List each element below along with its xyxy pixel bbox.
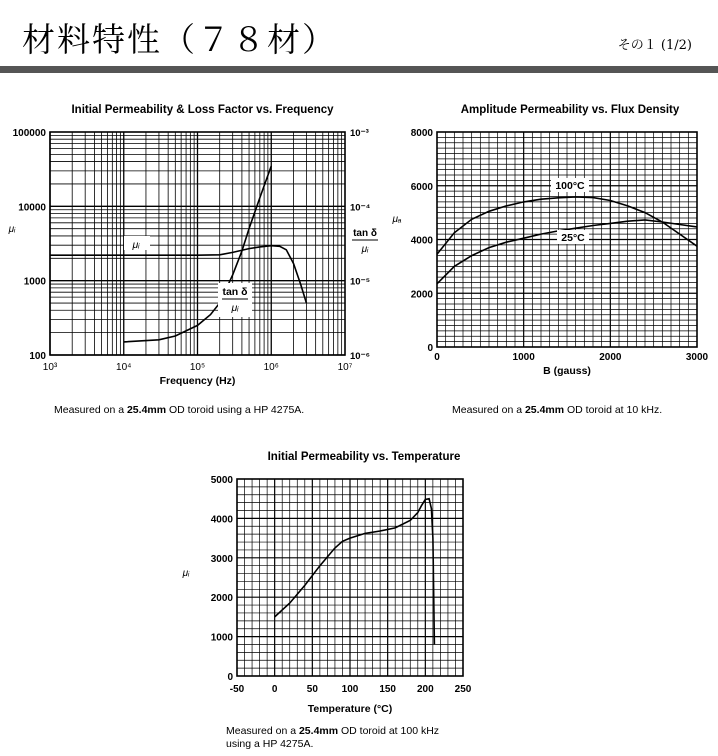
- y-tick-label: 100000: [12, 128, 46, 139]
- y-tick-label: 4000: [210, 514, 233, 526]
- page-indicator: その１ (1/2): [617, 38, 692, 53]
- x-tick-label: 10³: [42, 362, 58, 373]
- x-tick-label: 1000: [512, 352, 535, 363]
- y-tick-label: 6000: [410, 181, 433, 193]
- y2-axis-label-bottom: μᵢ: [361, 244, 369, 255]
- y-tick-label: 8000: [410, 128, 433, 139]
- x-axis-label: B (gauss): [543, 365, 591, 377]
- y-tick-label: 10000: [18, 202, 46, 214]
- chart-title: Amplitude Permeability vs. Flux Density: [460, 104, 680, 116]
- y2-tick-label: 10⁻⁶: [350, 351, 370, 362]
- y-axis-label: μᵢ: [8, 224, 16, 235]
- y-axis-label: μᵢ: [182, 568, 190, 579]
- series-label-tan-top: tan δ: [222, 286, 248, 298]
- page-title: 材料特性（７８材）: [22, 20, 337, 59]
- x-tick-label: 10⁵: [189, 362, 206, 373]
- chart-title: Initial Permeability vs. Temperature: [267, 451, 461, 463]
- x-tick-label: -50: [229, 684, 245, 695]
- y-tick-label: 4000: [410, 235, 433, 247]
- y-tick-label: 1000: [23, 276, 46, 288]
- x-tick-label: 3000: [685, 352, 709, 363]
- x-tick-label: 200: [416, 684, 434, 695]
- series-label-100c: 100°C: [555, 180, 585, 192]
- chart-title: Initial Permeability & Loss Factor vs. Frequency: [71, 104, 334, 116]
- y-tick-label: 5000: [210, 475, 233, 486]
- y-tick-label: 0: [227, 672, 233, 683]
- y2-tick-label: 10⁻³: [350, 128, 369, 139]
- x-tick-label: 10⁶: [263, 362, 279, 373]
- y-tick-label: 100: [29, 351, 46, 362]
- x-tick-label: 10⁷: [337, 362, 353, 373]
- x-tick-label: 0: [271, 684, 278, 695]
- x-tick-label: 150: [379, 684, 397, 695]
- x-tick-label: 10⁴: [116, 362, 132, 373]
- caption-chart3-line2: using a HP 4275A.: [226, 738, 314, 750]
- x-axis-label: Temperature (°C): [307, 703, 393, 715]
- caption-chart1: Measured on a 25.4mm OD toroid using a HP 4275A.: [54, 404, 305, 416]
- x-tick-label: 100: [341, 684, 359, 695]
- y-tick-label: 0: [427, 343, 433, 354]
- y2-tick-label: 10⁻⁵: [350, 276, 371, 288]
- y-tick-label: 2000: [410, 289, 433, 301]
- caption-chart3: Measured on a 25.4mm OD toroid at 100 kHz: [226, 725, 440, 737]
- y2-axis-label-top: tan δ: [353, 228, 377, 239]
- series-label-mu-i: μᵢ: [132, 239, 140, 251]
- y-tick-label: 1000: [210, 632, 233, 644]
- y-tick-label: 3000: [210, 553, 233, 565]
- caption-chart2: Measured on a 25.4mm OD toroid at 10 kHz.: [452, 404, 663, 416]
- x-tick-label: 2000: [599, 352, 622, 363]
- x-tick-label: 50: [306, 684, 318, 695]
- x-tick-label: 250: [454, 684, 472, 695]
- x-tick-label: 0: [434, 352, 440, 363]
- x-axis-label: Frequency (Hz): [159, 375, 236, 387]
- series-label-25c: 25°C: [561, 232, 585, 244]
- y-axis-label: μₐ: [392, 214, 402, 225]
- series-label-tan-bottom: μᵢ: [231, 302, 239, 314]
- y-tick-label: 2000: [210, 593, 233, 605]
- y2-tick-label: 10⁻⁴: [350, 202, 371, 214]
